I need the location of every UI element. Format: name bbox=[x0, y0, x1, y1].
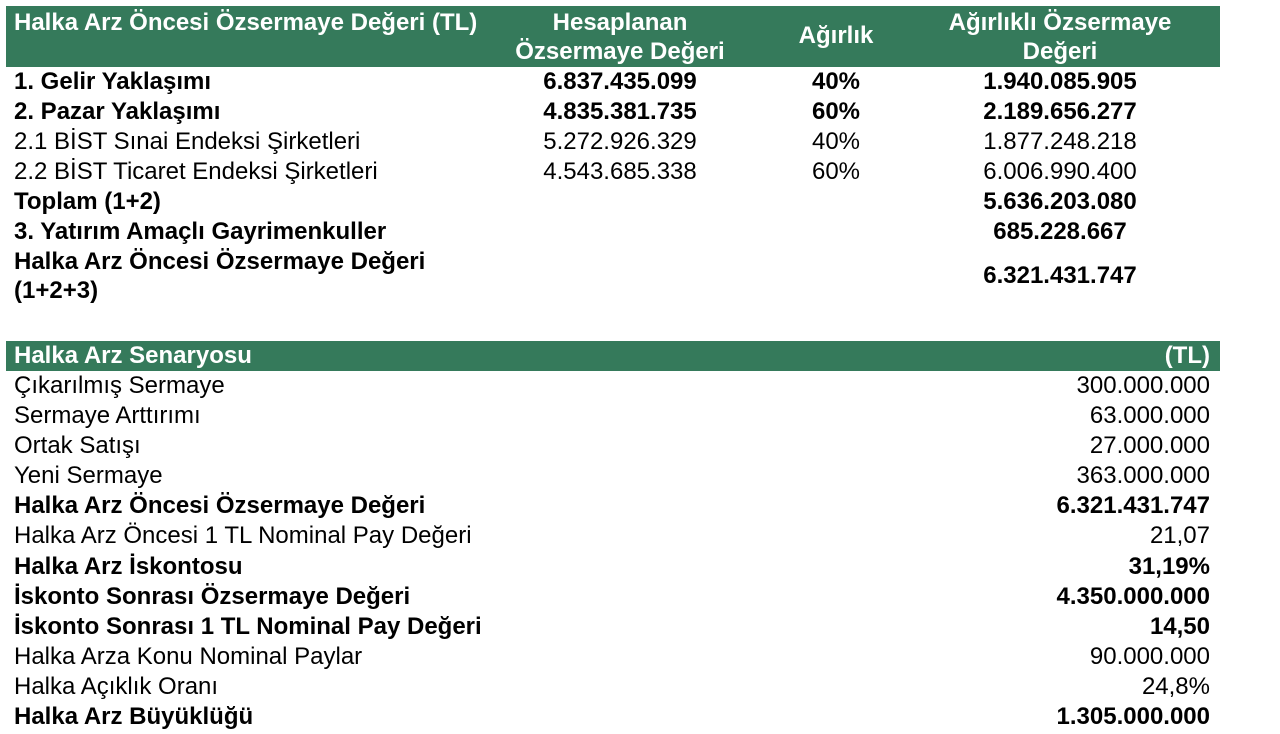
row-weight: 40% bbox=[811, 128, 861, 155]
table-row bbox=[6, 97, 1220, 127]
row-weighted-value: 6.006.990.400 bbox=[983, 158, 1137, 185]
row-label: Halka Açıklık Oranı bbox=[14, 672, 219, 700]
table-row bbox=[6, 582, 1220, 612]
table-row bbox=[6, 491, 1220, 521]
table-row bbox=[6, 521, 1220, 551]
row-label: 1. Gelir Yaklaşımı bbox=[14, 68, 212, 95]
table-row bbox=[6, 552, 1220, 582]
row-label: Sermaye Arttırımı bbox=[14, 402, 201, 430]
row-label: 3. Yatırım Amaçlı Gayrimenkuller bbox=[14, 218, 387, 245]
row-weighted-value: 1.877.248.218 bbox=[983, 128, 1137, 155]
table-row bbox=[6, 157, 1220, 187]
row-value: 14,50 bbox=[1149, 612, 1210, 640]
valuation-table-body bbox=[6, 67, 1220, 307]
row-value: 4.350.000.000 bbox=[1056, 582, 1210, 610]
row-label: Halka Arz İskontosu bbox=[14, 552, 243, 580]
valuation-document bbox=[6, 6, 1220, 732]
row-value: 1.305.000.000 bbox=[1056, 703, 1210, 731]
row-calculated-value: 4.835.381.735 bbox=[543, 98, 697, 125]
row-label: Halka Arza Konu Nominal Paylar bbox=[14, 642, 363, 670]
header-weighted-value: Ağırlıklı Özsermaye Değeri bbox=[948, 9, 1172, 65]
row-value: 24,8% bbox=[1141, 672, 1210, 700]
row-weighted-value: 685.228.667 bbox=[993, 218, 1127, 245]
table-row bbox=[6, 217, 1220, 247]
row-value: 300.000.000 bbox=[1076, 372, 1210, 399]
header-calculated-value: Hesaplanan Özsermaye Değeri bbox=[515, 9, 725, 65]
row-label: Halka Arz Öncesi Özsermaye Değeri bbox=[14, 492, 426, 520]
row-value: 21,07 bbox=[1149, 522, 1210, 550]
row-label: Çıkarılmış Sermaye bbox=[14, 372, 225, 399]
header-weight: Ağırlık bbox=[798, 22, 874, 49]
scenario-title: Halka Arz Senaryosu bbox=[14, 342, 252, 369]
table-row bbox=[6, 127, 1220, 157]
row-label: 2. Pazar Yaklaşımı bbox=[14, 98, 221, 125]
row-weighted-value: 6.321.431.747 bbox=[983, 262, 1137, 289]
scenario-unit: (TL) bbox=[1164, 342, 1210, 369]
table-row bbox=[6, 187, 1220, 217]
row-value: 27.000.000 bbox=[1089, 432, 1210, 460]
table-row bbox=[6, 702, 1220, 732]
row-value: 6.321.431.747 bbox=[1056, 492, 1210, 520]
row-calculated-value: 5.272.926.329 bbox=[543, 128, 697, 155]
row-label: Ortak Satışı bbox=[14, 432, 141, 460]
row-weighted-value: 2.189.656.277 bbox=[983, 98, 1137, 125]
table-row bbox=[6, 642, 1220, 672]
row-value: 363.000.000 bbox=[1076, 462, 1210, 490]
table-row bbox=[6, 67, 1220, 97]
table-row bbox=[6, 461, 1220, 491]
scenario-table-body bbox=[6, 371, 1220, 732]
row-label: 2.1 BİST Sınai Endeksi Şirketleri bbox=[14, 128, 361, 155]
row-weighted-value: 1.940.085.905 bbox=[983, 68, 1137, 95]
row-label: Yeni Sermaye bbox=[14, 462, 163, 490]
row-label: İskonto Sonrası Özsermaye Değeri bbox=[14, 582, 411, 610]
table-row bbox=[6, 672, 1220, 702]
row-label: Toplam (1+2) bbox=[14, 188, 161, 215]
row-label: 2.2 BİST Ticaret Endeksi Şirketleri bbox=[14, 158, 378, 185]
row-label: Halka Arz Öncesi 1 TL Nominal Pay Değeri bbox=[14, 522, 472, 550]
row-calculated-value: 4.543.685.338 bbox=[543, 158, 697, 185]
row-calculated-value: 6.837.435.099 bbox=[543, 68, 697, 95]
row-weight: 60% bbox=[811, 158, 861, 185]
row-value: 90.000.000 bbox=[1089, 642, 1210, 670]
table-row bbox=[6, 401, 1220, 431]
row-weight: 40% bbox=[811, 68, 861, 95]
table-row bbox=[6, 431, 1220, 461]
scenario-table-header bbox=[6, 341, 1220, 371]
row-weight: 60% bbox=[811, 98, 861, 125]
row-value: 63.000.000 bbox=[1089, 402, 1210, 430]
valuation-table-header bbox=[6, 6, 1220, 67]
row-label: Halka Arz Öncesi Özsermaye Değeri (1+2+3) bbox=[14, 248, 426, 304]
row-label: Halka Arz Büyüklüğü bbox=[14, 703, 254, 731]
row-weighted-value: 5.636.203.080 bbox=[983, 188, 1137, 215]
header-equity-value: Halka Arz Öncesi Özsermaye Değeri (TL) bbox=[14, 9, 478, 36]
table-row bbox=[6, 612, 1220, 642]
row-label: İskonto Sonrası 1 TL Nominal Pay Değeri bbox=[14, 612, 482, 640]
row-value: 31,19% bbox=[1128, 552, 1210, 580]
table-row bbox=[6, 247, 1220, 307]
table-row bbox=[6, 371, 1220, 401]
